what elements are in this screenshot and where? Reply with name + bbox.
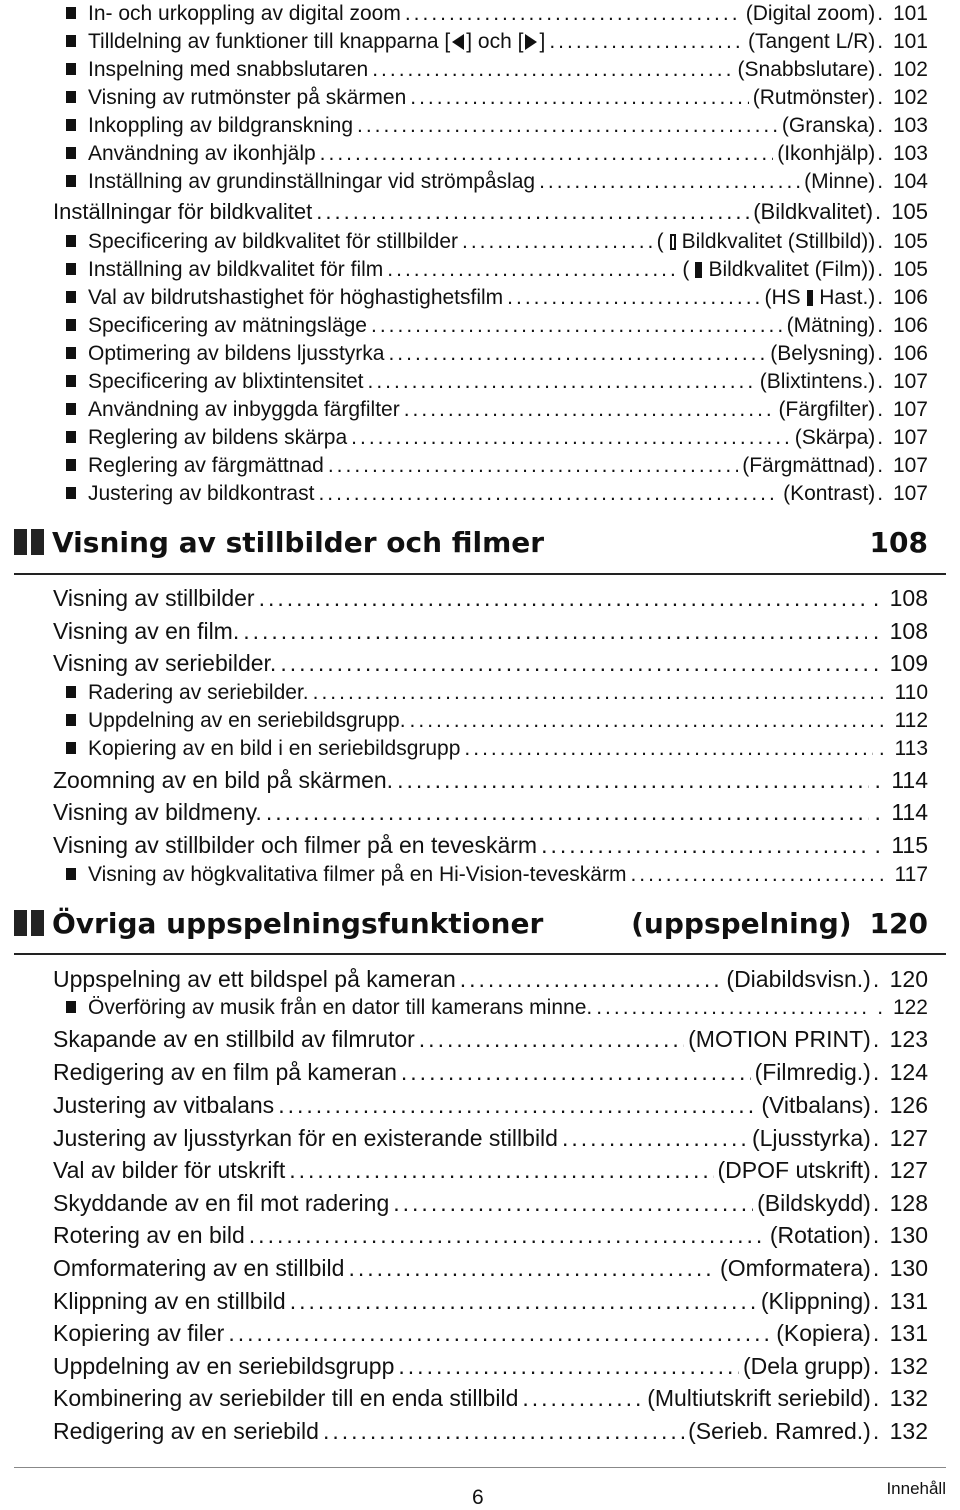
- entry-reference: Bildkvalitet (Stillbild)): [681, 230, 876, 253]
- entry-reference: (Minne): [804, 170, 876, 193]
- dot-leader: [228, 1320, 772, 1347]
- bullet-icon: [66, 487, 76, 499]
- section-marker-icon: [14, 529, 44, 555]
- entry-title: Optimering av bildens ljusstyrka: [88, 342, 385, 365]
- entry-reference: (Rutmönster): [752, 86, 876, 109]
- entry-reference: (Granska): [781, 114, 876, 137]
- toc-entry: [66, 454, 928, 478]
- toc-entry: [66, 681, 928, 705]
- toc-entry: [53, 1418, 928, 1445]
- entry-title: Visning av bildmeny.: [53, 799, 262, 825]
- entry-reference: (Kopiera): [776, 1320, 871, 1346]
- entry-reference: (Rotation): [769, 1222, 871, 1248]
- entry-page: . 132: [873, 1353, 928, 1380]
- toc-entry: [53, 1059, 928, 1086]
- entry-title: Inspelning med snabbslutaren: [88, 58, 369, 81]
- toc-entry: [66, 142, 928, 166]
- entry-page: . 108: [873, 585, 928, 612]
- entry-title: Visning av stillbilder och filmer på en teveskärm: [53, 832, 538, 858]
- entry-title: Inkoppling av bildgranskning: [88, 114, 354, 137]
- dot-leader: [316, 199, 749, 225]
- entry-page: . 103: [877, 142, 928, 166]
- entry-page: . 120: [873, 966, 928, 993]
- toc-entry: [53, 1157, 928, 1184]
- dot-leader: [351, 426, 791, 450]
- entry-page: . 107: [877, 426, 928, 450]
- bullet-icon: [66, 742, 76, 754]
- entry-reference: (Kontrast): [783, 482, 876, 505]
- toc-entry: [53, 1255, 928, 1282]
- entry-page: . 132: [873, 1385, 928, 1412]
- entry-page: . 101: [877, 30, 928, 54]
- toc-entry: [53, 832, 928, 859]
- toc-entry: [53, 1385, 928, 1412]
- dot-leader: [266, 799, 869, 826]
- entry-title: Redigering av en seriebild: [53, 1418, 319, 1444]
- entry-page: . 103: [877, 114, 928, 138]
- bullet-icon: [66, 403, 76, 415]
- toc-entry: [66, 30, 928, 54]
- entry-reference: Hast.): [819, 286, 876, 309]
- entry-title: Redigering av en film på kameran: [53, 1059, 397, 1085]
- bullet-icon: [66, 431, 76, 443]
- dot-leader: [243, 618, 867, 645]
- dot-leader: [357, 114, 778, 138]
- toc-entry: [53, 585, 928, 612]
- toc-entry: [53, 1125, 928, 1152]
- entry-title: Specificering av blixtintensitet: [88, 370, 364, 393]
- bullet-icon: [66, 35, 76, 47]
- entry-title: Visning av en film.: [53, 618, 240, 644]
- toc-entry: [66, 58, 928, 82]
- entry-page: . 102: [877, 58, 928, 82]
- dot-leader: [541, 832, 868, 859]
- toc-entry: [53, 618, 928, 645]
- dot-leader: [462, 230, 653, 254]
- bullet-icon: [66, 263, 76, 275]
- dot-leader: [522, 1385, 643, 1412]
- entry-reference: (Dela grupp): [743, 1353, 871, 1379]
- entry-page: . 108: [873, 618, 928, 645]
- toc-entry: [66, 342, 928, 366]
- bullet-icon: [66, 319, 76, 331]
- bullet-icon: [66, 175, 76, 187]
- dot-leader: [320, 142, 774, 166]
- bullet-icon: [66, 63, 76, 75]
- entry-page: . 110: [879, 681, 928, 705]
- entry-title: Visning av högkvalitativa filmer på en Hi-Vision-teveskärm: [88, 863, 627, 886]
- entry-title: Kopiering av filer: [53, 1320, 225, 1346]
- toc-entry: [53, 767, 928, 794]
- entry-title-part: ]: [539, 30, 546, 53]
- entry-page: . 107: [877, 370, 928, 394]
- dot-leader: [318, 482, 779, 506]
- section-subtitle: (uppspelning): [631, 906, 852, 940]
- entry-page: . 115: [875, 832, 928, 859]
- section-title: Visning av stillbilder och filmer: [52, 525, 545, 559]
- dot-leader: [398, 1353, 739, 1380]
- entry-page: . 107: [877, 398, 928, 422]
- bullet-icon: [66, 686, 76, 698]
- entry-reference: (Diabildsvisn.): [726, 966, 871, 992]
- dot-leader: [401, 1059, 751, 1086]
- dot-leader: [289, 1157, 713, 1184]
- entry-reference: (Ljusstyrka): [751, 1125, 871, 1151]
- dot-leader: [404, 398, 775, 422]
- bullet-icon: [66, 91, 76, 103]
- dot-leader: [387, 258, 678, 282]
- entry-title: Uppspelning av ett bildspel på kameran: [53, 966, 456, 992]
- dot-leader: [290, 1288, 757, 1315]
- entry-reference: (MOTION PRINT): [688, 1026, 871, 1052]
- entry-title: Val av bilder för utskrift: [53, 1157, 286, 1183]
- dot-leader: [259, 585, 867, 612]
- entry-reference: (Färgfilter): [778, 398, 876, 421]
- dot-leader: [419, 1026, 684, 1053]
- toc-entry: [53, 1190, 928, 1217]
- toc-entry: [66, 709, 928, 733]
- toc-entry: [66, 996, 928, 1020]
- entry-page: . 130: [873, 1222, 928, 1249]
- dot-leader: [405, 2, 742, 26]
- toc-entry: [66, 426, 928, 450]
- entry-title: Överföring av musik från en dator till kamerans minne.: [88, 996, 593, 1019]
- toc-entry: [53, 799, 928, 826]
- entry-page: . 131: [873, 1320, 928, 1347]
- entry-title: Inställning av bildkvalitet för film: [88, 258, 384, 281]
- dot-leader: [348, 1255, 716, 1282]
- entry-title: Reglering av färgmättnad: [88, 454, 324, 477]
- section-rule: [14, 953, 946, 955]
- entry-page: . 105: [877, 230, 928, 254]
- entry-reference: (Tangent L/R): [748, 30, 876, 53]
- bullet-icon: [66, 347, 76, 359]
- dot-leader: [464, 737, 872, 761]
- entry-page: . 114: [875, 799, 928, 826]
- toc-entry: [66, 86, 928, 110]
- entry-title: Visning av seriebilder.: [53, 650, 277, 676]
- dot-leader: [410, 86, 748, 110]
- entry-reference: (Bildkvalitet): [753, 199, 874, 224]
- toc-entry: [66, 398, 928, 422]
- dot-leader: [410, 709, 873, 733]
- bullet-icon: [66, 714, 76, 726]
- entry-reference: (Filmredig.): [754, 1059, 871, 1085]
- entry-page: . 105: [877, 258, 928, 282]
- dot-leader: [280, 650, 867, 677]
- footer-label: Innehåll: [886, 1479, 946, 1498]
- toc-entry: [66, 258, 928, 282]
- section-rule: [14, 573, 946, 575]
- toc-entry: [66, 230, 928, 254]
- dot-leader: [372, 58, 733, 82]
- entry-page: . 113: [879, 737, 928, 761]
- entry-reference: (Multiutskrift seriebild): [647, 1385, 871, 1411]
- entry-page: . 102: [877, 86, 928, 110]
- toc-entry: [66, 286, 928, 310]
- toc-entry: [66, 482, 928, 506]
- entry-reference-prefix: (HS: [764, 286, 801, 309]
- dot-leader: [371, 314, 783, 338]
- section-heading-other-playback: [14, 903, 928, 943]
- entry-reference: (Serieb. Ramred.): [688, 1418, 871, 1444]
- toc-entry: [53, 1222, 928, 1249]
- dot-leader: [630, 863, 872, 887]
- bullet-icon: [66, 119, 76, 131]
- entry-title: Radering av seriebilder.: [88, 681, 309, 704]
- section-heading-viewing: [14, 522, 928, 562]
- entry-reference: (DPOF utskrift): [717, 1157, 871, 1183]
- entry-reference: (Ikonhjälp): [777, 142, 876, 165]
- toc-entry: [66, 114, 928, 138]
- entry-reference: (Digital zoom): [745, 2, 876, 25]
- movie-camera-icon: [807, 290, 814, 306]
- entry-reference: (Snabbslutare): [737, 58, 876, 81]
- dot-leader: [278, 1092, 757, 1119]
- entry-title: Specificering av mätningsläge: [88, 314, 367, 337]
- bullet-icon: [66, 7, 76, 19]
- entry-title: Omformatering av en stillbild: [53, 1255, 345, 1281]
- toc-entry: [53, 1026, 928, 1053]
- entry-title: Användning av ikonhjälp: [88, 142, 316, 165]
- entry-title: In- och urkoppling av digital zoom: [88, 2, 401, 25]
- entry-page: . 107: [877, 454, 928, 478]
- entry-title: Klippning av en stillbild: [53, 1288, 286, 1314]
- toc-entry: [66, 737, 928, 761]
- dot-leader: [367, 370, 755, 394]
- entry-reference: (Klippning): [760, 1288, 871, 1314]
- entry-page: . 128: [873, 1190, 928, 1217]
- toc-entry: [53, 966, 928, 993]
- still-camera-icon: [670, 234, 676, 250]
- entry-reference: (Belysning): [770, 342, 876, 365]
- entry-reference-prefix: (: [682, 258, 690, 281]
- dot-leader: [388, 342, 766, 366]
- entry-page: . 126: [873, 1092, 928, 1119]
- bullet-icon: [66, 375, 76, 387]
- section-page: 120: [869, 906, 928, 940]
- entry-title: Zoomning av en bild på skärmen.: [53, 767, 394, 793]
- page-number: 6: [472, 1486, 484, 1509]
- left-arrow-icon: [452, 34, 464, 50]
- bullet-icon: [66, 291, 76, 303]
- entry-title: Uppdelning av en seriebildsgrupp: [53, 1353, 395, 1379]
- entry-title: Inställningar för bildkvalitet: [53, 199, 313, 224]
- entry-page: . 127: [873, 1157, 928, 1184]
- entry-reference: (Mätning): [786, 314, 876, 337]
- bullet-icon: [66, 1001, 76, 1013]
- entry-title: Val av bildrutshastighet för höghastighetsfilm: [88, 286, 504, 309]
- entry-reference-prefix: (: [656, 230, 664, 253]
- entry-page: . 123: [873, 1026, 928, 1053]
- section-marker-icon: [14, 910, 44, 936]
- bullet-icon: [66, 459, 76, 471]
- entry-title: Skyddande av en fil mot radering: [53, 1190, 390, 1216]
- entry-page: . 112: [879, 709, 928, 733]
- entry-title: Rotering av en bild: [53, 1222, 245, 1248]
- entry-title: Användning av inbyggda färgfilter: [88, 398, 400, 421]
- entry-page: . 109: [873, 650, 928, 677]
- entry-page: . 107: [877, 482, 928, 506]
- entry-title: Uppdelning av en seriebildsgrupp.: [88, 709, 406, 732]
- entry-title: Justering av vitbalans: [53, 1092, 275, 1118]
- section-title: Övriga uppspelningsfunktioner: [52, 906, 544, 940]
- entry-reference: (Skärpa): [794, 426, 876, 449]
- entry-page: . 132: [873, 1418, 928, 1445]
- entry-title: Tilldelning av funktioner till knapparna [: [88, 30, 451, 53]
- dot-leader: [397, 767, 868, 794]
- bullet-icon: [66, 147, 76, 159]
- entry-page: . 106: [877, 314, 928, 338]
- toc-entry: [53, 1320, 928, 1347]
- bullet-icon: [66, 868, 76, 880]
- entry-reference: (Bildskydd): [757, 1190, 871, 1216]
- entry-title: Inställning av grundinställningar vid strömpåslag: [88, 170, 536, 193]
- dot-leader: [323, 1418, 684, 1445]
- entry-title: Specificering av bildkvalitet för stillbilder: [88, 230, 458, 253]
- footer-rule: [14, 1467, 946, 1468]
- entry-reference: (Vitbalans): [761, 1092, 871, 1118]
- entry-page: . 101: [877, 2, 928, 26]
- entry-page: . 106: [877, 286, 928, 310]
- entry-page: . 124: [873, 1059, 928, 1086]
- entry-page: . 106: [877, 342, 928, 366]
- dot-leader: [249, 1222, 766, 1249]
- toc-entry: [53, 650, 928, 677]
- toc-entry: [53, 1092, 928, 1119]
- entry-reference: (Omformatera): [720, 1255, 871, 1281]
- entry-page: . 114: [875, 767, 928, 794]
- entry-page: . 105: [875, 199, 928, 225]
- entry-title: Kopiering av en bild i en seriebildsgrupp: [88, 737, 461, 760]
- entry-reference: (Blixtintens.): [759, 370, 876, 393]
- section-page: 108: [869, 525, 928, 559]
- entry-title: Kombinering av seriebilder till en enda stillbild: [53, 1385, 519, 1411]
- toc-entry: [53, 199, 928, 225]
- entry-title: Reglering av bildens skärpa: [88, 426, 348, 449]
- entry-reference: (Färgmättnad): [742, 454, 876, 477]
- dot-leader: [460, 966, 723, 993]
- toc-entry: [66, 2, 928, 26]
- toc-entry: [66, 170, 928, 194]
- movie-camera-icon: [695, 262, 702, 278]
- dot-leader: [596, 996, 871, 1020]
- toc-entry: [53, 1353, 928, 1380]
- entry-page: . 122: [877, 996, 928, 1020]
- entry-title: Justering av bildkontrast: [88, 482, 315, 505]
- right-arrow-icon: [525, 34, 537, 50]
- entry-title: Visning av rutmönster på skärmen: [88, 86, 407, 109]
- dot-leader: [328, 454, 738, 478]
- toc-entry: [66, 314, 928, 338]
- dot-leader: [313, 681, 873, 705]
- entry-page: . 104: [877, 170, 928, 194]
- entry-title: Skapande av en stillbild av filmrutor: [53, 1026, 415, 1052]
- dot-leader: [562, 1125, 748, 1152]
- toc-entry: [66, 370, 928, 394]
- entry-title: Justering av ljusstyrkan för en existerande stillbild: [53, 1125, 558, 1151]
- dot-leader: [507, 286, 760, 310]
- entry-title-part: ] och [: [466, 30, 524, 53]
- entry-reference: Bildkvalitet (Film)): [708, 258, 876, 281]
- dot-leader: [393, 1190, 753, 1217]
- dot-leader: [549, 30, 744, 54]
- bullet-icon: [66, 235, 76, 247]
- dot-leader: [539, 170, 800, 194]
- toc-entry: [53, 1288, 928, 1315]
- entry-page: . 127: [873, 1125, 928, 1152]
- entry-title: Visning av stillbilder: [53, 585, 255, 611]
- entry-page: . 117: [879, 863, 928, 887]
- toc-entry: [66, 863, 928, 887]
- entry-page: . 131: [873, 1288, 928, 1315]
- entry-page: . 130: [873, 1255, 928, 1282]
